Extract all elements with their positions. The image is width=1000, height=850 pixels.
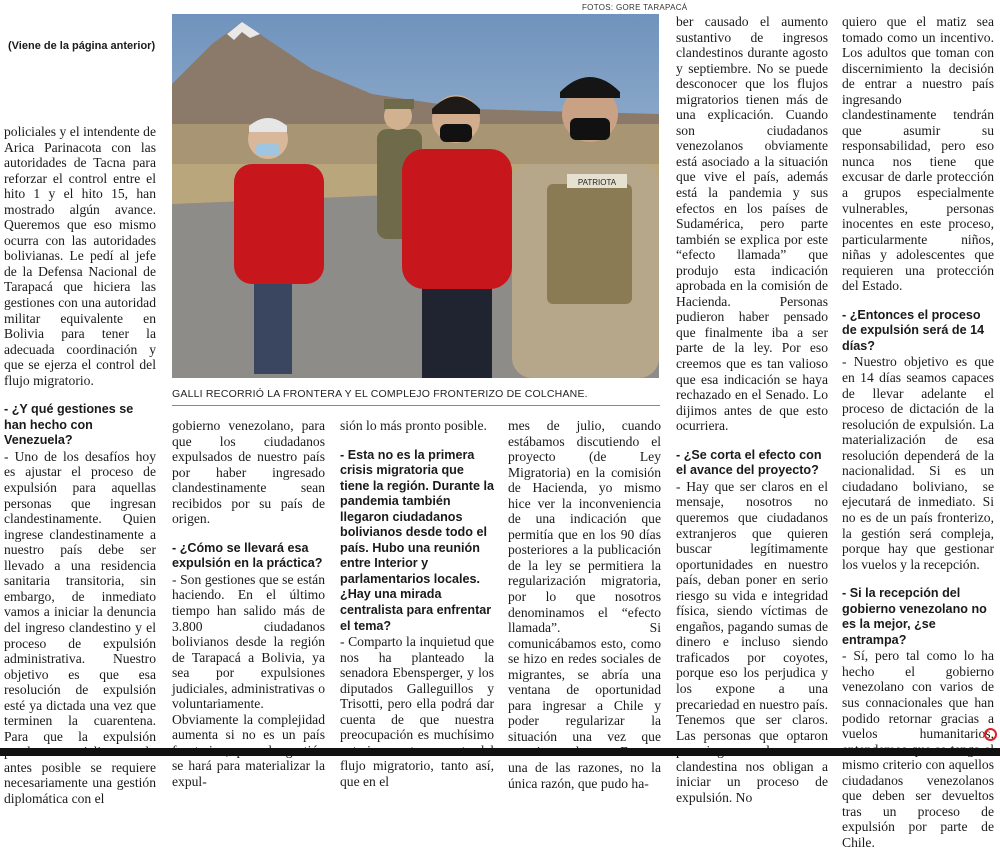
column-1 xyxy=(4,124,156,806)
column-3 xyxy=(340,418,494,790)
page-bottom-rule xyxy=(0,748,1000,756)
col3-paragraph-1: sión lo más pronto posible. xyxy=(340,418,487,433)
col4-paragraph-1: mes de julio, cuando estábamos discutiendo el proyecto (de Ley Migratoria) en la comisión de Hacienda, yo mismo hice ver la inconveniencia de una indicación que permitía que en los 90 días posteriores a la publicación de la ley se permitiera la regularización migratoria, por lo que nosotros denominamos el “efecto llamada”. Si comunicábamos esto, como se hizo en redes sociales de migrantes, se abría una ventana de oportunidad para ingresar a Chile y poder regularizar la situación una vez que una de las razones, no la única razón, que pudo ha- xyxy=(508,418,661,791)
col5-paragraph-1: ber causado el aumento sustantivo de ingresos clandestinos durante agosto y septiembre. No se puede desconocer que los flujos migratorios tienen más de una explicación. Cuando son ciudadanos venezolanos obviamente está asociado a la situación que vive el país, además está la pandemia y sus efectos en los países de Sudamérica, pero parte también se explica por este “efecto llamada” que produjo esta indicación aprobada en la comisión de Hacienda. Personas pudieron haber pensado que finalmente iba a ser parte de la ley. Por eso creemos que es tan valioso que esa indicación se haya rechazado en el Senado. Lo dijimos antes de que esto ocurriera. xyxy=(676,14,828,434)
col1-paragraph-1: policiales y el intendente de Arica Parinacota con las autoridades de Tacna para reforzar el control entre el hito 1 y el hito 15, han mostrado algún avance. Queremos que eso mismo ocurra con las autoridades bolivianas. Le pedí al jefe de la Defensa Nacional de Tarapacá que hiciera las gestiones con una autoridad militar equivalente en Bolivia para tener la adecuada coordinación y que se ejerza el control del flujo migratorio. xyxy=(4,124,156,388)
column-4 xyxy=(508,418,661,791)
col6-paragraph-2: - Nuestro objetivo es que en 14 días seamos capaces de llevar adelante el proceso de dictación de la resolución de expulsión. La materialización de esa resolución dependerá de la nacionalidad. Si es un ciudadano boliviano, se ejecutará de inmediato. Si no es de un país fronterizo, la gestión será compleja, porque hay que gestionar los vuelos y la recepción. xyxy=(842,354,994,572)
column-6 xyxy=(842,14,994,850)
col1-question-1: - ¿Y qué gestiones se han hecho con Venezuela? xyxy=(4,402,134,448)
column-5 xyxy=(676,14,828,805)
col1-paragraph-2: - Uno de los desafíos hoy es ajustar el proceso de expulsión para aquellas personas que ingresan clandestinamente. Quien ingrese clandestinamente a nuestro país debe ser llevado a una residencia sanitaria transitoria, sin embargo, de inmediato vamos a iniciar la denuncia del ingreso clandestino y el proceso de expulsión administrativa. Nuestro objetivo es que esa resolución de expulsión esté ya dictada una vez que terminen la cuarentena. Para que la expulsión antes posible se requiere necesariamente una gestión diplomática con el xyxy=(4,448,156,806)
column-2 xyxy=(172,418,325,790)
news-photo xyxy=(172,14,659,378)
col6-paragraph-3: - Sí, pero tal como lo ha hecho el gobierno venezolano con varios de sus connacionales que han podido retornar gracias a vuelos humanitarios, mismo criterio con aquellos ciudadanos venezolanos que deben ser devueltos tras un proceso de expulsión por parte de Chile. xyxy=(842,648,994,850)
col6-question-2: - Si la recepción del gobierno venezolano no es la mejor, ¿se entrampa? xyxy=(842,586,987,647)
photo-illustration xyxy=(172,14,659,378)
end-of-article-icon xyxy=(984,728,997,741)
col6-paragraph-1: quiero que el matiz sea tomado como un incentivo. Los adultos que toman con discernimiento la decisión de entrar a nuestro país ingresando clandestinamente tendrán que asumir su responsabilidad, pero eso nunca nos tiene que excusar de darle protección a grupos especialmente vulnerables, personas inocentes en este proceso, particularmente niños, niñas y adolescentes que requieren una protección del Estado. xyxy=(842,14,994,294)
continued-label: (Viene de la página anterior) xyxy=(8,40,156,52)
photo-credit: FOTOS: GORE TARAPACÁ xyxy=(582,3,688,12)
caption-divider xyxy=(172,405,660,406)
col5-question-1: - ¿Se corta el efecto con el avance del proyecto? xyxy=(676,447,822,478)
col5-paragraph-2: - Hay que ser claros en el mensaje, nosotros no queremos que ciudadanos extranjeros que quieren buscar legítimamente oportunidades en nuestro país, deban poner en serio riesgo su vida e integridad física, siendo víctimas de engaños, pagando sumas de dinero e incluso siendo traficados por coyotes, porque eso los perjudica y los expone a una precariedad en nuestro país. Tenemos que ser claros. Las personas que optaron clandestina nos obligan a iniciar un proceso de expulsión. No xyxy=(676,478,828,805)
col3-question-1: - Esta no es la primera crisis migratoria que tiene la región. Durante la pandemia también llegaron ciudadanos bolivianos desde todo el país. Hubo una reunión entre Interior y parlamentarios locales. ¿Hay una mirada centralista para enfrentar el tema? xyxy=(340,447,494,633)
patriota-badge: PATRIOTA xyxy=(577,178,617,187)
col2-paragraph-2: - Son gestiones que se están haciendo. En el último tiempo han salido más de 3.800 ciudadanos bolivianos desde la región de Tarapacá a Bolivia, ya sea por expulsiones judiciales, administrativas o voluntariamente. Obviamente la complejidad aumenta si no es un país se hará para materializar la expul- xyxy=(172,571,325,790)
col6-question-1: - ¿Entonces el proceso de expulsión será de 14 días? xyxy=(842,307,985,353)
photo-caption: GALLI RECORRIÓ LA FRONTERA Y EL COMPLEJO FRONTERIZO DE COLCHANE. xyxy=(172,388,588,400)
col2-paragraph-1: gobierno venezolano, para que los ciudadanos expulsados de nuestro país por haber ingresado clandestinamente sean recibidos por su país de origen. xyxy=(172,418,325,527)
col3-paragraph-2: - Comparto la inquietud que nos ha planteado la senadora Ebensperger, y los diputados Galleguillos y Trisotti, pero ella podrá dar cuenta de que nuestra preocupación es muchísimo flujo migratorio, tanto así, que en el xyxy=(340,634,494,790)
col2-question-1: - ¿Cómo se llevará esa expulsión en la práctica? xyxy=(172,540,323,571)
